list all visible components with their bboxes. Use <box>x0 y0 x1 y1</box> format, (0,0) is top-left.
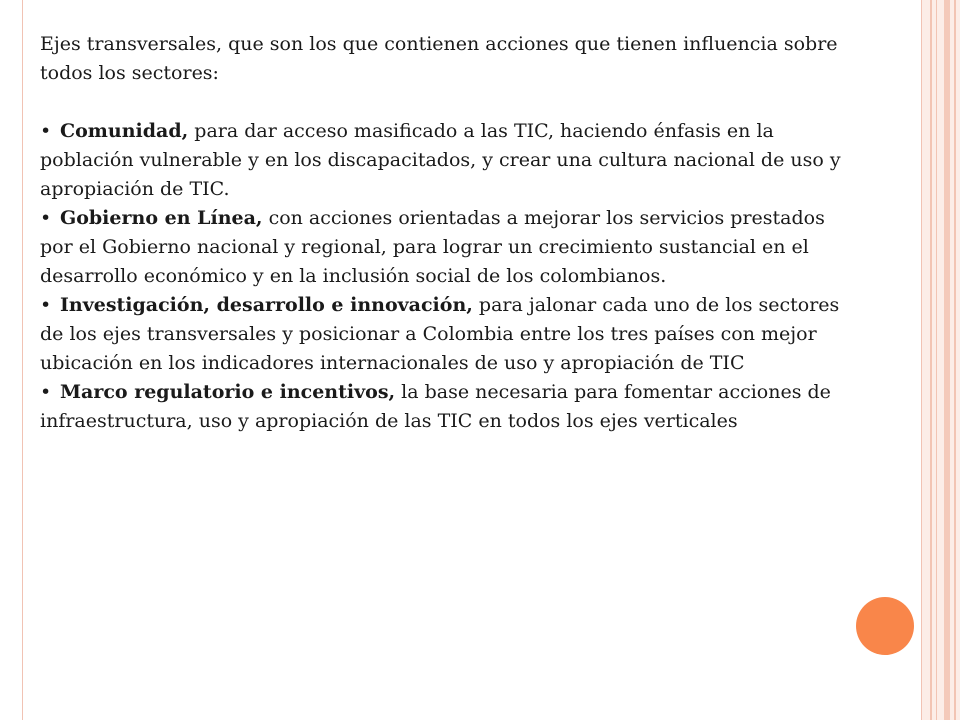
stripe <box>936 0 937 720</box>
intro-paragraph: Ejes transversales, que son los que contienen acciones que tienen influencia sobre todos los sectores: <box>40 33 838 84</box>
stripe <box>944 0 950 720</box>
bullet-term: Marco regulatorio e incentivos, <box>60 381 396 403</box>
bullet-term: Gobierno en Línea, <box>60 207 263 229</box>
bullet-item-comunidad <box>40 117 855 204</box>
bullet-icon: • <box>40 294 52 316</box>
stripe <box>954 0 956 720</box>
bullet-text: para dar acceso masificado a las TIC, haciendo énfasis en la población vulnerable y en los discapacitados, y crear una cultura nacional de uso y apropiación de TIC. <box>40 120 841 200</box>
slide-body <box>40 30 855 436</box>
bullet-item-investigacion <box>40 291 855 378</box>
decorative-orange-circle <box>856 597 914 655</box>
bullet-icon: • <box>40 207 52 229</box>
bullet-item-marco-regulatorio <box>40 378 855 436</box>
stripe <box>930 0 932 720</box>
bullet-icon: • <box>40 381 52 403</box>
bullet-text: la base necesaria para fomentar acciones de infraestructura, uso y apropiación de las TIC en todos los ejes verticales <box>40 381 831 432</box>
decorative-side-stripes <box>922 0 960 720</box>
bullet-term: Investigación, desarrollo e innovación, <box>60 294 473 316</box>
bullet-text: para jalonar cada uno de los sectores de los ejes transversales y posicionar a Colombia entre los tres países con mejor ubicación en los indicadores internacionales de uso y apropiación de TIC <box>40 294 840 374</box>
bullet-icon: • <box>40 120 52 142</box>
bullet-item-gobierno-en-linea <box>40 204 855 291</box>
bullet-text: con acciones orientadas a mejorar los servicios prestados por el Gobierno nacional y regional, para lograr un crecimiento sustancial en el desarrollo económico y en la inclusión social de los colombianos. <box>40 207 825 287</box>
bullet-term: Comunidad, <box>60 120 189 142</box>
